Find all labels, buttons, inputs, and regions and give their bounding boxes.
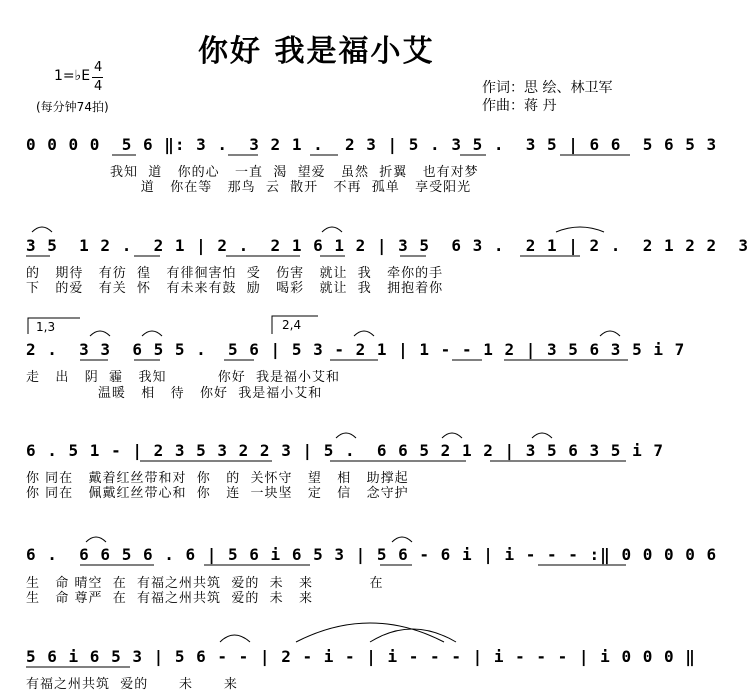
song-title: 你好 我是福小艾: [198, 34, 435, 69]
slur: [442, 433, 462, 438]
slur: [296, 623, 444, 642]
slur: [600, 331, 620, 336]
notation-line-2: 3 5 1 2 . 2 1 | 2 . 2 1 6 1 2 | 3 5 6 3 . 2 1 | 2 . 2 1 2 2 3: [26, 236, 749, 255]
notation-line-1: 0 0 0 0 5 6 ‖: 3 . 3 2 1 . 2 3 | 5 . 3 5 . 3 5 | 6 6 5 6 5 3: [26, 135, 718, 154]
lyric-line-5-verse-1: 生 命 晴空 在 有福之州共筑 爱的 未 来 在: [26, 576, 384, 591]
slur: [532, 433, 552, 438]
notation-line-6: 5 6 i 6 5 3 | 5 6 - - | 2 - i - | i - - - | i - - - | i 0 0 0 ‖: [26, 647, 696, 666]
lyric-line-1-verse-2: 道 你在等 那鸟 云 散开 不再 孤单 享受阳光: [110, 180, 472, 195]
second-ending-bracket: [272, 316, 318, 334]
tempo-marking: (每分钟74拍): [36, 100, 109, 114]
slur: [32, 227, 52, 232]
notation-line-3: 2 . 3 3 6 5 5 . 5 6 | 5 3 - 2 1 | 1 - - 1 2 | 3 5 6 3 5 i 7: [26, 340, 686, 359]
notation-line-5: 6 . 6 6 5 6 . 6 | 5 6 i 6 5 3 | 5 6 - 6 i | i - - - :‖ 0 0 0 0 6: [26, 545, 718, 564]
second-ending-label: 2,4: [282, 318, 302, 332]
lyric-line-5-verse-2: 生 命 尊严 在 有福之州共筑 爱的 未 来: [26, 591, 313, 606]
composer-credit: 作曲：蒋 丹: [482, 98, 557, 114]
first-ending-bracket: [28, 318, 80, 334]
lyric-line-4-verse-1: 你 同在 戴着红丝带和对 你 的 关怀守 望 相 助撑起: [26, 471, 409, 486]
key-signature: 1=♭E: [54, 68, 91, 84]
notation-line-4: 6 . 5 1 - | 2 3 5 3 2 2 3 | 5 . 6 6 5 2 1 2 | 3 5 6 3 5 i 7: [26, 441, 664, 460]
lyric-line-6-verse-1: 有福之州共筑 爱的 未 来: [26, 677, 238, 692]
lyric-line-3-verse-1: 走 出 阴 霾 我知 你好 我是福小艾和: [26, 370, 341, 385]
slur: [354, 331, 374, 336]
slur: [556, 227, 604, 232]
slur: [142, 331, 162, 336]
time-signature-top: 4: [94, 60, 103, 75]
first-ending-label: 1,3: [36, 320, 56, 334]
slur: [90, 331, 110, 336]
lyricist-credit: 作词：思 绘、林卫军: [482, 80, 613, 96]
lyric-line-3-verse-2: 温暖 相 待 你好 我是福小艾和: [26, 386, 323, 401]
slur: [370, 629, 456, 642]
lyric-line-1-verse-1: 我知 道 你的心 一直 渴 望爱 虽然 折翼 也有对梦: [110, 165, 479, 180]
slur: [322, 227, 342, 232]
slur: [86, 537, 106, 542]
slur: [220, 635, 250, 642]
slur: [392, 537, 412, 542]
lyric-line-2-verse-1: 的 期待 有彷 徨 有徘徊害怕 受 伤害 就让 我 牵你的手: [26, 266, 444, 281]
slur: [336, 433, 356, 438]
time-signature-bottom: 4: [94, 79, 103, 94]
lyric-line-4-verse-2: 你 同在 佩戴红丝带心和 你 连 一块坚 定 信 念守护: [26, 486, 409, 501]
lyric-line-2-verse-2: 下 的爱 有关 怀 有未来有鼓 励 喝彩 就让 我 拥抱着你: [26, 281, 444, 296]
